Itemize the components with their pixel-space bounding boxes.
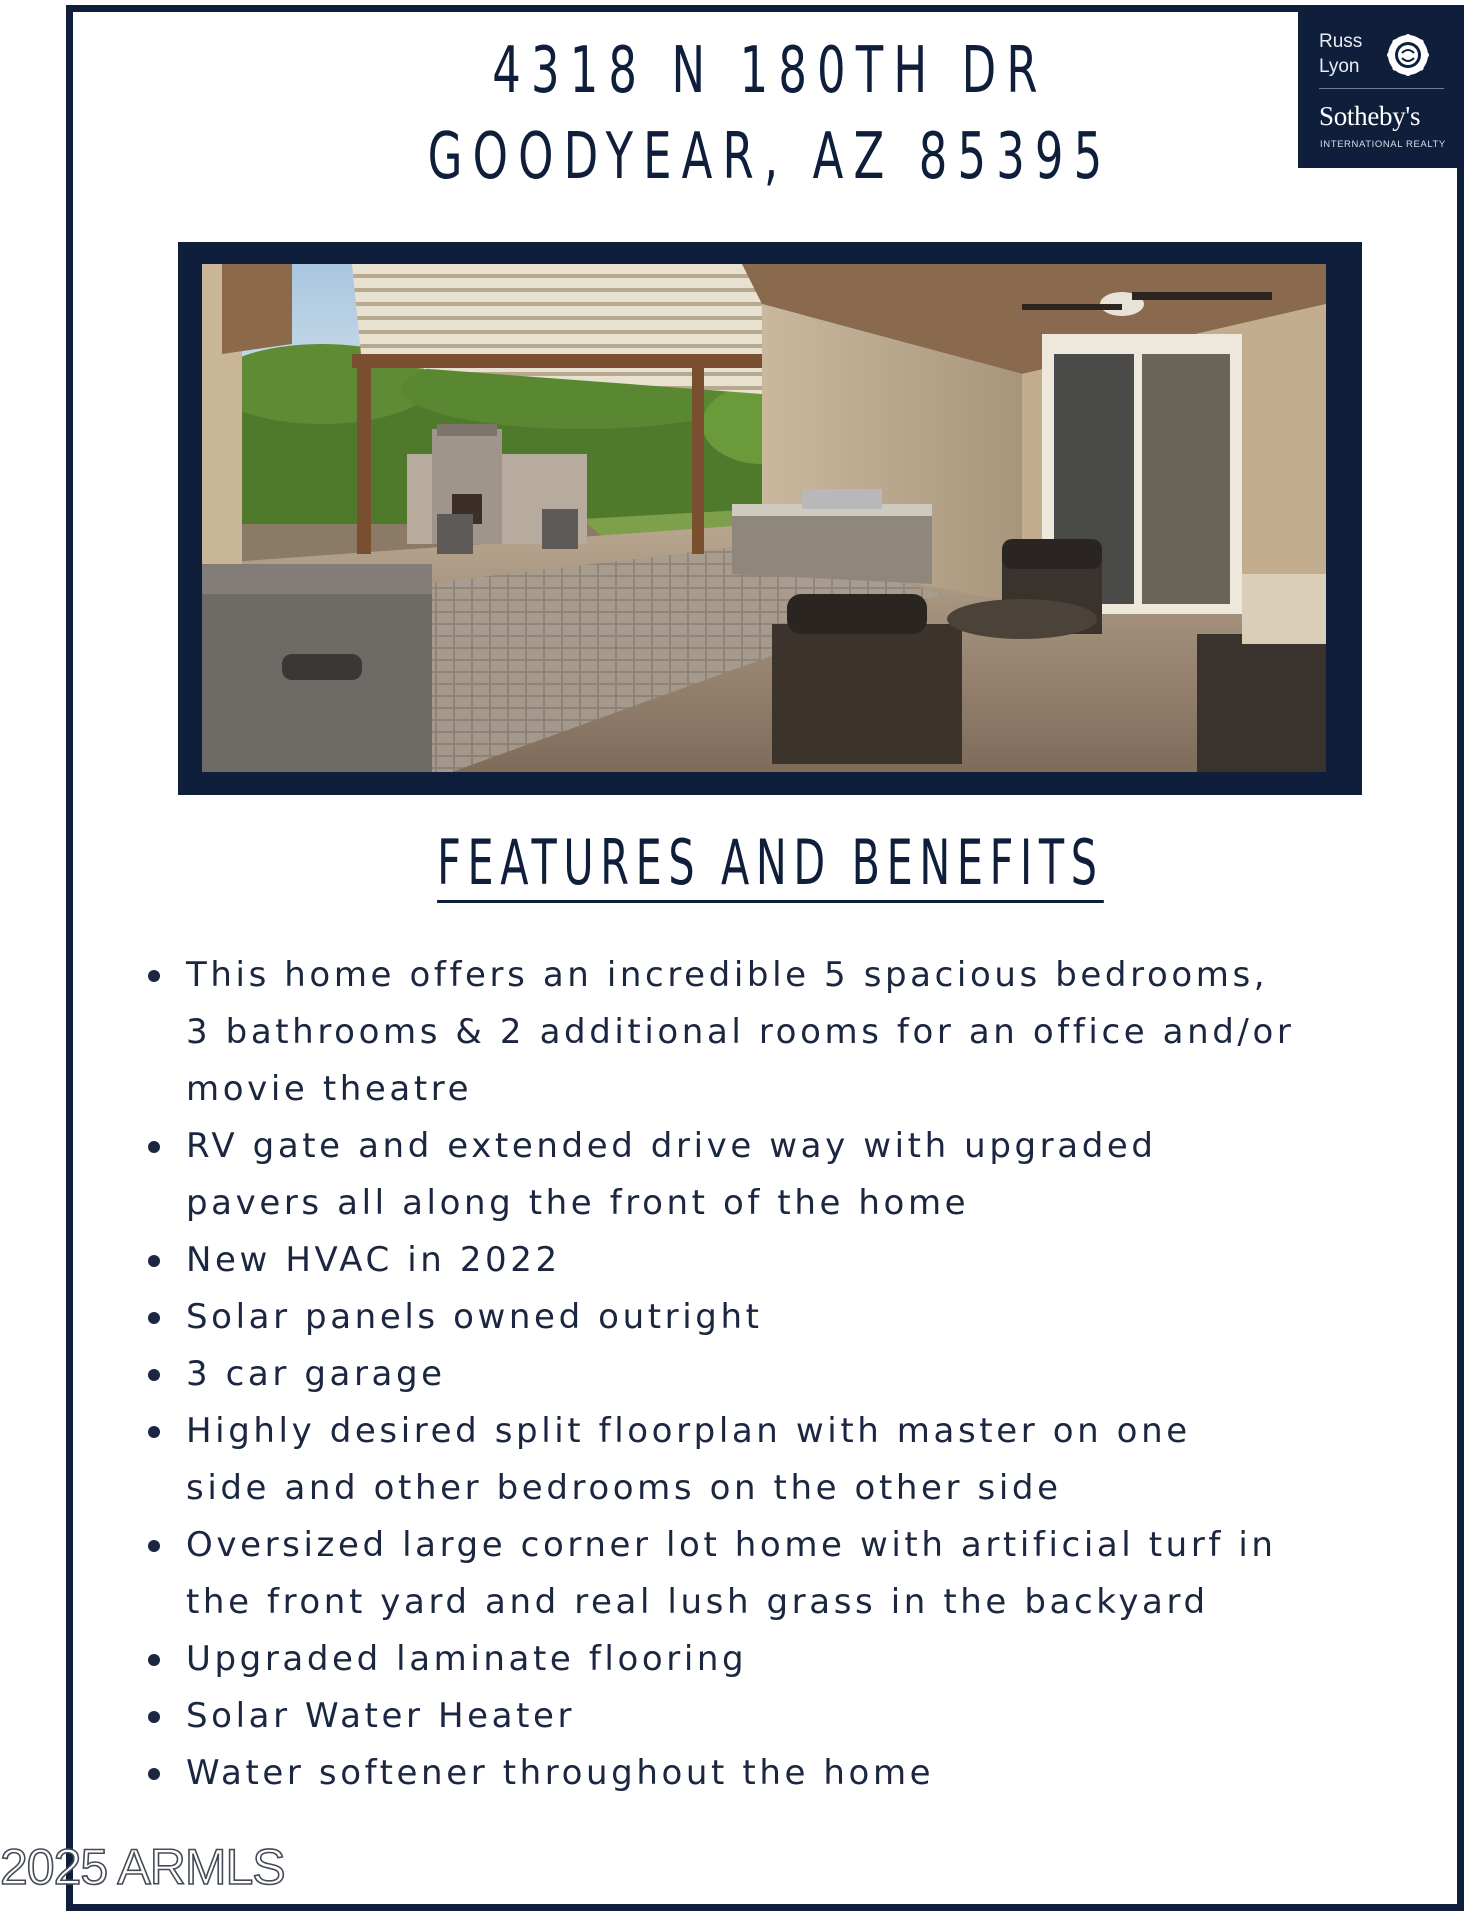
feature-text: Highly desired split floorplan with master on one side and other bedrooms on the other side: [186, 1411, 1191, 1508]
sothebys-seal-icon: [1386, 33, 1430, 77]
features-heading-text: FEATURES AND BENEFITS: [437, 828, 1103, 903]
feature-text: 3 car garage: [186, 1354, 446, 1394]
logo-russ-text: Russ: [1319, 31, 1363, 52]
logo-sothebys-text: Sotheby's: [1319, 101, 1421, 131]
feature-text: Solar panels owned outright: [186, 1297, 763, 1337]
feature-text: This home offers an incredible 5 spacious bedrooms, 3 bathrooms & 2 additional rooms for an office and/or movie theatre: [186, 955, 1295, 1109]
bullet-icon: [148, 1426, 160, 1438]
feature-text: Oversized large corner lot home with artificial turf in the front yard and real lush grass in the backyard: [186, 1525, 1277, 1622]
feature-item: [138, 1517, 1428, 1631]
feature-item: [138, 1346, 1428, 1403]
backyard-patio-photo: [202, 264, 1326, 772]
bullet-icon: [148, 1312, 160, 1324]
feature-text: RV gate and extended drive way with upgraded pavers all along the front of the home: [186, 1126, 1157, 1223]
bullet-icon: [148, 1369, 160, 1381]
feature-item: [138, 1403, 1428, 1517]
property-address: [300, 28, 1240, 200]
feature-text: Solar Water Heater: [186, 1696, 576, 1736]
feature-item: [138, 1232, 1428, 1289]
feature-item: [138, 947, 1428, 1118]
logo-russ-lyon: [1319, 29, 1362, 79]
armls-watermark: 2025 ARMLS: [0, 1839, 285, 1895]
bullet-icon: [148, 1654, 160, 1666]
feature-item: [138, 1688, 1428, 1745]
bullet-icon: [148, 1540, 160, 1552]
features-heading: [300, 828, 1240, 903]
bullet-icon: [148, 1141, 160, 1153]
photo-frame: [178, 242, 1362, 795]
feature-text: Water softener throughout the home: [186, 1753, 935, 1793]
bullet-icon: [148, 1255, 160, 1267]
features-list: [138, 947, 1428, 1802]
patio-illustration: [202, 264, 1326, 772]
bullet-icon: [148, 1768, 160, 1780]
feature-item: [138, 1118, 1428, 1232]
brokerage-logo: [1298, 5, 1464, 168]
logo-lyon-text: Lyon: [1319, 56, 1360, 77]
address-street: 4318 N 180TH DR: [492, 34, 1048, 108]
address-city-state-zip: GOODYEAR, AZ 85395: [427, 120, 1113, 194]
feature-item: [138, 1745, 1428, 1802]
logo-divider: [1319, 88, 1444, 89]
bullet-icon: [148, 1711, 160, 1723]
logo-international-realty: INTERNATIONAL REALTY: [1320, 139, 1446, 150]
feature-text: Upgraded laminate flooring: [186, 1639, 748, 1679]
bullet-icon: [148, 970, 160, 982]
feature-item: [138, 1631, 1428, 1688]
feature-item: [138, 1289, 1428, 1346]
feature-text: New HVAC in 2022: [186, 1240, 561, 1280]
